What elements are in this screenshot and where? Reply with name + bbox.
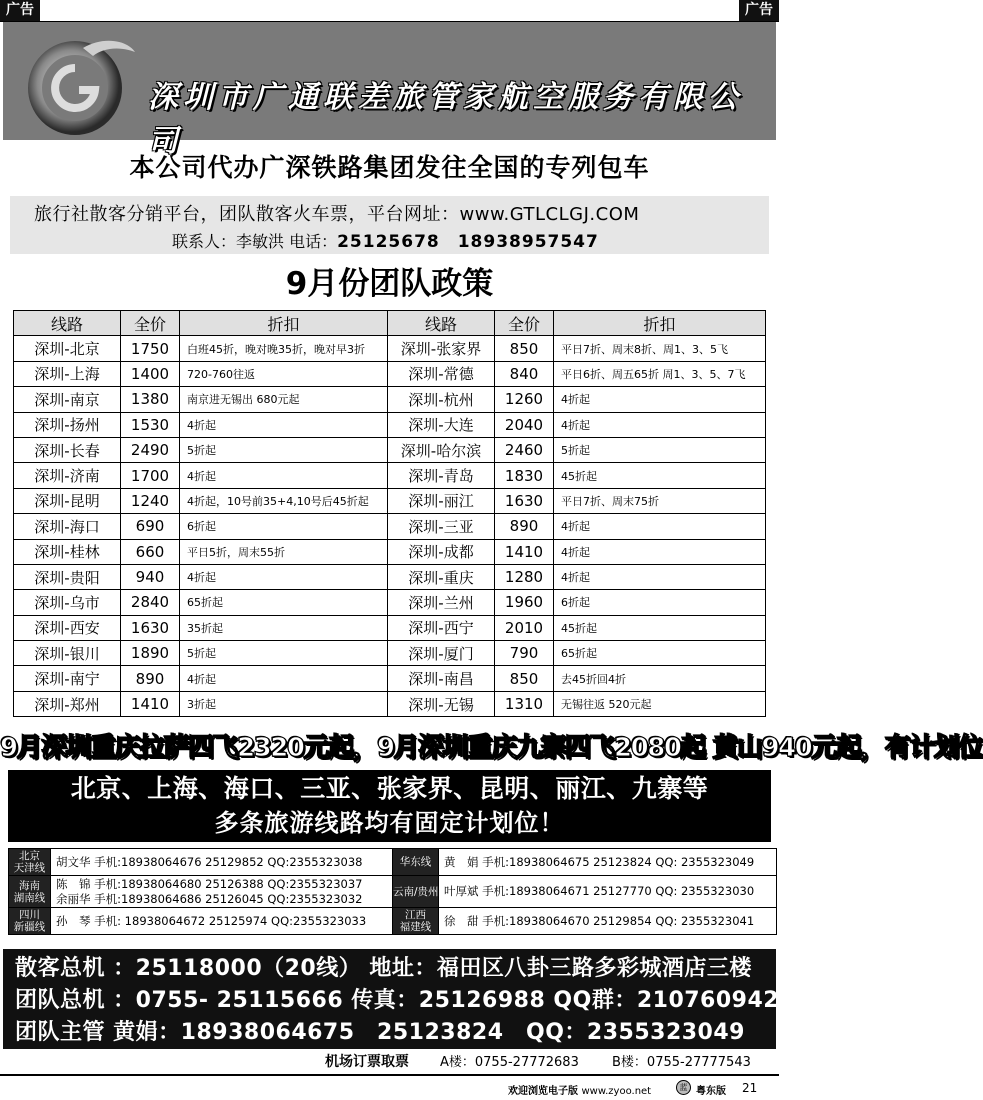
discount-cell: 5折起 <box>180 437 388 462</box>
discount-cell: 4折起 <box>180 463 388 488</box>
region-tag <box>393 849 439 876</box>
discount-cell: 平日5折，周末55折 <box>180 539 388 564</box>
price-cell: 2490 <box>121 437 180 462</box>
discount-cell: 4折起 <box>180 412 388 437</box>
route-cell: 深圳-三亚 <box>388 514 495 539</box>
company-logo-icon <box>23 34 141 132</box>
airport-building-a: A楼：0755-27772683 <box>440 1055 579 1070</box>
airport-building-b: B楼：0755-27777543 <box>612 1055 751 1070</box>
region-tag <box>9 908 51 935</box>
discount-cell: 5折起 <box>554 437 766 462</box>
table-row <box>14 463 766 488</box>
agent-contact-line: 叶厚斌 手机:18938064671 25127770 QQ: 2355323030 <box>444 884 755 898</box>
route-cell: 深圳-大连 <box>388 412 495 437</box>
header-route: 线路 <box>388 311 495 336</box>
region-tag-line: 海南 <box>19 879 40 892</box>
agent-contact-line: 余丽华 手机:18938064686 25126045 QQ:2355323032 <box>56 891 363 906</box>
price-cell: 1700 <box>121 463 180 488</box>
discount-cell: 45折起 <box>554 615 766 640</box>
agent-contacts <box>439 908 777 935</box>
agent-contact-line: 陈 锦 手机:18938064680 25126388 QQ:2355323037 <box>56 876 363 891</box>
price-cell: 1830 <box>495 463 554 488</box>
price-cell: 940 <box>121 564 180 589</box>
region-tag-line: 新疆线 <box>13 921 46 933</box>
agent-row <box>9 849 777 876</box>
price-cell: 1280 <box>495 564 554 589</box>
header-discount: 折扣 <box>180 311 388 336</box>
price-cell: 890 <box>495 514 554 539</box>
policy-title: 9月份团队政策 <box>285 266 494 302</box>
discount-cell: 35折起 <box>180 615 388 640</box>
agent-row <box>9 876 777 908</box>
region-tag-line: 华东线 <box>399 856 432 868</box>
agent-contact-line: 徐 甜 手机:18938064670 25129854 QQ: 2355323041 <box>444 913 755 928</box>
price-cell: 690 <box>121 514 180 539</box>
discount-cell: 南京进无锡出 680元起 <box>180 387 388 412</box>
route-cell: 深圳-张家界 <box>388 336 495 361</box>
contact-line <box>172 227 599 252</box>
price-cell: 660 <box>121 539 180 564</box>
discount-cell: 3折起 <box>180 691 388 716</box>
region-tag-line: 湖南线 <box>13 891 46 904</box>
discount-cell: 720-760往返 <box>180 361 388 386</box>
price-cell: 840 <box>495 361 554 386</box>
header-price: 全价 <box>495 311 554 336</box>
highlight-banner: 9月深圳重庆拉萨四飞2320元起，9月深圳重庆九寨四飞2080起 黄山940元起，有计划位 <box>0 730 779 766</box>
table-row <box>14 666 766 691</box>
discount-cell: 4折起 <box>554 412 766 437</box>
fixed-routes-line2: 多条旅游线路均有固定计划位！ <box>214 809 565 837</box>
fixed-routes-line1: 北京、上海、海口、三亚、张家界、昆明、丽江、九寨等 <box>70 774 709 803</box>
region-tag <box>9 876 51 908</box>
route-cell: 深圳-郑州 <box>14 691 121 716</box>
company-header <box>3 22 776 159</box>
header-route: 线路 <box>14 311 121 336</box>
table-row <box>14 412 766 437</box>
platform-banner <box>10 196 769 254</box>
price-cell: 1310 <box>495 691 554 716</box>
discount-cell: 4折起 <box>554 387 766 412</box>
hotline-retail: 散客总机 ：25118000（20线） 地址：福田区八卦三路多彩城酒店三楼 <box>15 956 752 981</box>
hotline-box <box>3 949 780 1049</box>
footer-edition: 粤东版 <box>696 1086 726 1097</box>
price-cell: 1410 <box>121 691 180 716</box>
table-row <box>14 615 766 640</box>
region-tag-line: 天津线 <box>13 862 46 874</box>
agent-contacts <box>439 849 777 876</box>
discount-cell: 4折起 <box>180 666 388 691</box>
company-name: 深圳市广通联差旅管家航空服务有限公司 <box>148 80 743 159</box>
region-tag <box>9 849 51 876</box>
discount-cell: 6折起 <box>554 590 766 615</box>
discount-cell: 6折起 <box>180 514 388 539</box>
region-tag-line: 福建线 <box>399 921 432 933</box>
route-cell: 深圳-南宁 <box>14 666 121 691</box>
discount-cell: 白班45折，晚对晚35折，晚对早3折 <box>180 336 388 361</box>
discount-cell: 去45折回4折 <box>554 666 766 691</box>
route-cell: 深圳-南京 <box>14 387 121 412</box>
route-cell: 深圳-济南 <box>14 463 121 488</box>
region-tag <box>393 908 439 935</box>
airport-title: 机场订票取票 <box>325 1054 409 1070</box>
fixed-routes-box <box>8 770 771 842</box>
ad-label-right: 广告 <box>739 0 779 21</box>
region-tag-line: 四川 <box>19 909 40 921</box>
route-cell: 深圳-北京 <box>14 336 121 361</box>
table-row <box>14 590 766 615</box>
route-cell: 深圳-昆明 <box>14 488 121 513</box>
platform-text: 旅行社散客分销平台，团队散客火车票，平台网址：www.GTLCLGJ.COM <box>34 204 640 225</box>
agent-contact-line: 孙 琴 手机: 18938064672 25125974 QQ:2355323033 <box>56 913 367 928</box>
discount-cell: 无锡往返 520元起 <box>554 691 766 716</box>
agent-row <box>9 908 777 935</box>
agent-contact-table <box>8 848 777 935</box>
route-cell: 深圳-西宁 <box>388 615 495 640</box>
discount-cell: 平日7折、周末75折 <box>554 488 766 513</box>
price-cell: 850 <box>495 666 554 691</box>
table-row <box>14 336 766 361</box>
agent-contacts <box>439 876 777 908</box>
price-cell: 1400 <box>121 361 180 386</box>
discount-cell: 平日7折、周末8折、周1、3、5飞 <box>554 336 766 361</box>
table-row <box>14 488 766 513</box>
discount-cell: 平日6折、周五65折 周1、3、5、7飞 <box>554 361 766 386</box>
table-row <box>14 564 766 589</box>
discount-cell: 45折起 <box>554 463 766 488</box>
table-row <box>14 641 766 666</box>
hotline-group: 团队总机 ：0755- 25115666 传真：25126988 QQ群：210760942 <box>15 988 780 1013</box>
agent-contacts <box>51 876 393 908</box>
price-cell: 1380 <box>121 387 180 412</box>
agent-contacts <box>51 908 393 935</box>
route-cell: 深圳-成都 <box>388 539 495 564</box>
table-header-row <box>14 311 766 336</box>
route-cell: 深圳-扬州 <box>14 412 121 437</box>
price-cell: 890 <box>121 666 180 691</box>
table-row <box>14 387 766 412</box>
table-row <box>14 691 766 716</box>
price-cell: 790 <box>495 641 554 666</box>
price-cell: 1630 <box>495 488 554 513</box>
price-cell: 1890 <box>121 641 180 666</box>
agent-contacts <box>51 849 393 876</box>
price-cell: 1410 <box>495 539 554 564</box>
footer-welcome: 欢迎浏览电子版 <box>508 1086 578 1097</box>
route-cell: 深圳-杭州 <box>388 387 495 412</box>
ad-bar <box>0 0 779 22</box>
agent-contact-line: 胡文华 手机:18938064676 25129852 QQ:2355323038 <box>56 854 363 869</box>
price-cell: 1240 <box>121 488 180 513</box>
route-cell: 深圳-桂林 <box>14 539 121 564</box>
price-cell: 1750 <box>121 336 180 361</box>
price-cell: 2460 <box>495 437 554 462</box>
contact-phones: 25125678 18938957547 <box>337 232 599 252</box>
region-tag-line: 北京 <box>19 850 40 862</box>
route-cell: 深圳-丽江 <box>388 488 495 513</box>
region-tag-line: 云南/贵州 <box>393 885 439 898</box>
table-row <box>14 361 766 386</box>
price-cell: 2010 <box>495 615 554 640</box>
route-cell: 深圳-乌市 <box>14 590 121 615</box>
page-footer <box>0 1074 779 1100</box>
discount-cell: 5折起 <box>180 641 388 666</box>
route-cell: 深圳-贵阳 <box>14 564 121 589</box>
route-cell: 深圳-海口 <box>14 514 121 539</box>
price-cell: 2040 <box>495 412 554 437</box>
route-cell: 深圳-常德 <box>388 361 495 386</box>
discount-cell: 65折起 <box>180 590 388 615</box>
region-tag-line: 江西 <box>405 909 426 921</box>
price-cell: 850 <box>495 336 554 361</box>
price-cell: 2840 <box>121 590 180 615</box>
discount-cell: 4折起，10号前35+4,10号后45折起 <box>180 488 388 513</box>
agent-contact-line: 黄 娟 手机:18938064675 25123824 QQ: 2355323049 <box>444 854 755 869</box>
price-cell: 1630 <box>121 615 180 640</box>
header-price: 全价 <box>121 311 180 336</box>
route-cell: 深圳-厦门 <box>388 641 495 666</box>
route-cell: 深圳-兰州 <box>388 590 495 615</box>
route-cell: 深圳-银川 <box>14 641 121 666</box>
route-cell: 深圳-上海 <box>14 361 121 386</box>
slogan: 本公司代办广深铁路集团发往全国的专列包车 <box>129 153 650 182</box>
discount-cell: 4折起 <box>554 539 766 564</box>
ad-label-left: 广告 <box>0 0 40 21</box>
airport-ticketing <box>0 1051 779 1071</box>
route-cell: 深圳-青岛 <box>388 463 495 488</box>
hotline-manager: 团队主管 黄娟：18938064675 25123824 QQ：2355323049 <box>15 1020 745 1045</box>
route-price-table <box>13 310 766 717</box>
contact-label: 联系人：李敏洪 电话： <box>172 232 338 251</box>
page-number: 21 <box>742 1081 758 1095</box>
footer-url: www.zyoo.net <box>581 1086 652 1097</box>
edition-badge-icon: 蓝 <box>676 1080 691 1095</box>
table-row <box>14 437 766 462</box>
price-cell: 1530 <box>121 412 180 437</box>
discount-cell: 4折起 <box>554 514 766 539</box>
route-cell: 深圳-南昌 <box>388 666 495 691</box>
route-cell: 深圳-哈尔滨 <box>388 437 495 462</box>
footer-text <box>508 1082 651 1097</box>
header-discount: 折扣 <box>554 311 766 336</box>
discount-cell: 4折起 <box>554 564 766 589</box>
discount-cell: 65折起 <box>554 641 766 666</box>
price-cell: 1960 <box>495 590 554 615</box>
route-cell: 深圳-长春 <box>14 437 121 462</box>
table-row <box>14 539 766 564</box>
route-cell: 深圳-无锡 <box>388 691 495 716</box>
table-row <box>14 514 766 539</box>
route-cell: 深圳-西安 <box>14 615 121 640</box>
route-cell: 深圳-重庆 <box>388 564 495 589</box>
discount-cell: 4折起 <box>180 564 388 589</box>
region-tag <box>393 876 439 908</box>
price-cell: 1260 <box>495 387 554 412</box>
